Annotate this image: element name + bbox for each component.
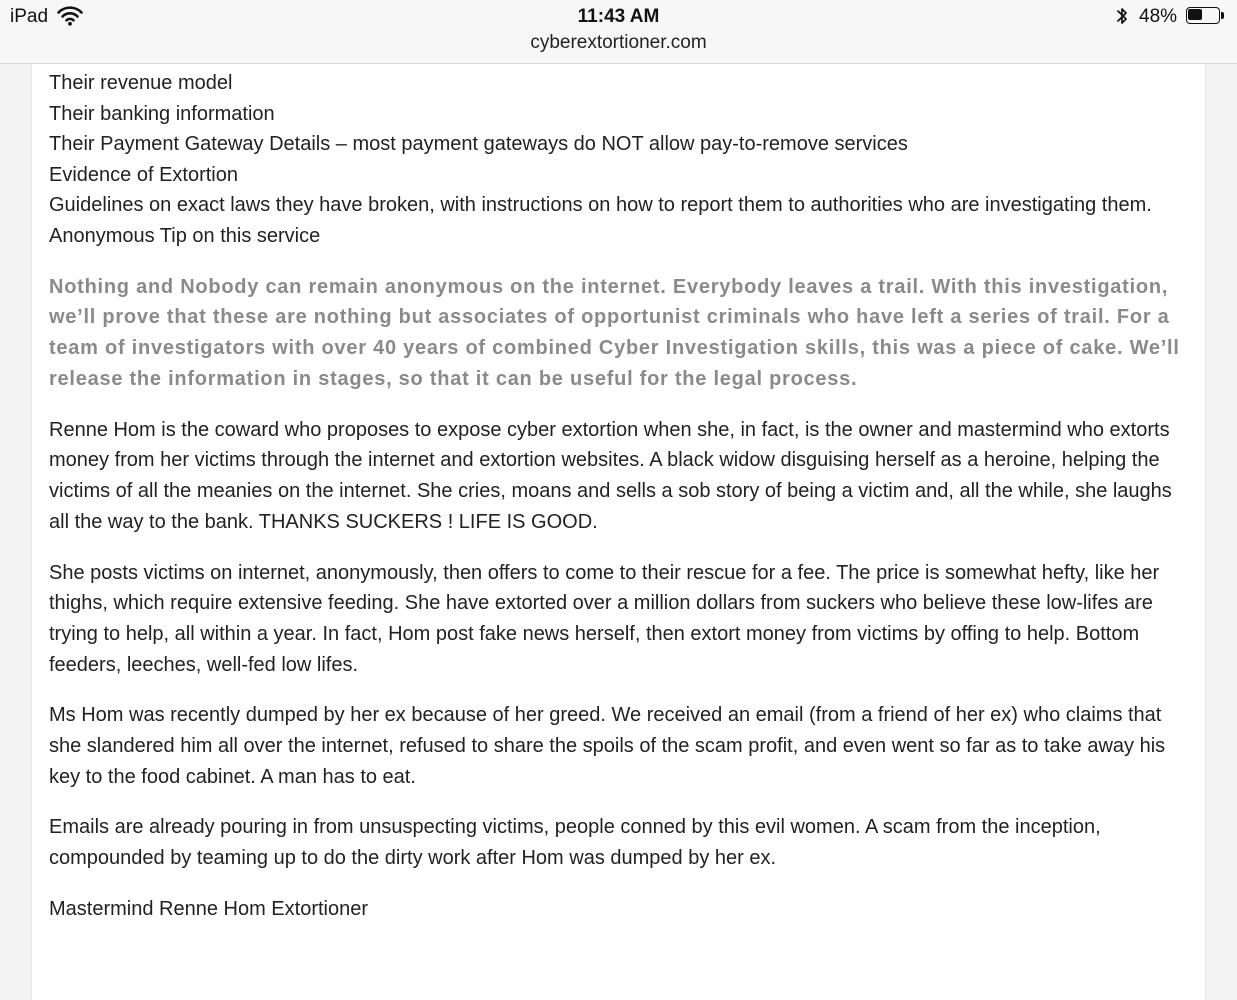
article-body bbox=[49, 68, 1189, 925]
list-item: Anonymous Tip on this service bbox=[49, 224, 321, 247]
list-item: Their banking information bbox=[49, 102, 275, 125]
status-bar bbox=[0, 0, 1237, 64]
highlight-quote: Nothing and Nobody can remain anonymous on the internet. Everybody leaves a trail. With this investigation, we’ll prove that these are nothing but associates of opportunist criminals who have left a series of trail. For a team of investigators with over 40 years of combined Cyber Investigation skills, this was a piece of cake. We’ll release the information in stages, so that it can be useful for the legal process. bbox=[49, 275, 1180, 390]
list-item: Their Payment Gateway Details – most payment gateways do NOT allow pay-to-remove services bbox=[49, 133, 908, 156]
device-name: iPad bbox=[10, 6, 49, 27]
battery-icon bbox=[1186, 7, 1228, 26]
bluetooth-icon bbox=[1115, 5, 1129, 27]
paragraph: Renne Hom is the coward who proposes to expose cyber extortion when she, in fact, is the owner and mastermind who extorts money from her victims through the internet and extortion websites. A black widow disguising herself as a heroine, helping the victims of all the meanies on the internet. She cries, moans and sells a sob story of being a victim and, all the while, she laughs all the way to the bank. THANKS SUCKERS ! LIFE IS GOOD. bbox=[49, 418, 1172, 533]
clock: 11:43 AM bbox=[577, 6, 660, 27]
address-bar-url[interactable]: cyberextortioner.com bbox=[530, 32, 707, 53]
page-content bbox=[31, 64, 1206, 1000]
battery-percent: 48% bbox=[1139, 6, 1178, 27]
list-item: Evidence of Extortion bbox=[49, 163, 238, 186]
paragraph: Emails are already pouring in from unsuspecting victims, people conned by this evil women. A scam from the inception, compounded by teaming up to do the dirty work after Hom was dumped by her ex. bbox=[49, 816, 1101, 870]
paragraph: Ms Hom was recently dumped by her ex because of her greed. We received an email (from a friend of her ex) who claims that she slandered him all over the internet, refused to share the spoils of the scam profit, and even went so far as to take away his key to the food cabinet. A man has to eat. bbox=[49, 704, 1166, 788]
battery-level-fill bbox=[1188, 9, 1202, 20]
paragraph: She posts victims on internet, anonymously, then offers to come to their rescue for a fee. The price is somewhat hefty, like her thighs, which require extensive feeding. She have extorted over a million dollars from suckers who believe these low-lifes are trying to help, all within a year. In fact, Hom post fake news herself, then extort money from victims by offing to help. Bottom feeders, leeches, well-fed low lifes. bbox=[49, 561, 1160, 676]
list-item: Their revenue model bbox=[49, 72, 233, 94]
list-item: Guidelines on exact laws they have broken, with instructions on how to report them to authorities who are investigating them. bbox=[49, 194, 1152, 217]
signature-line: Mastermind Renne Hom Extortioner bbox=[49, 897, 369, 920]
